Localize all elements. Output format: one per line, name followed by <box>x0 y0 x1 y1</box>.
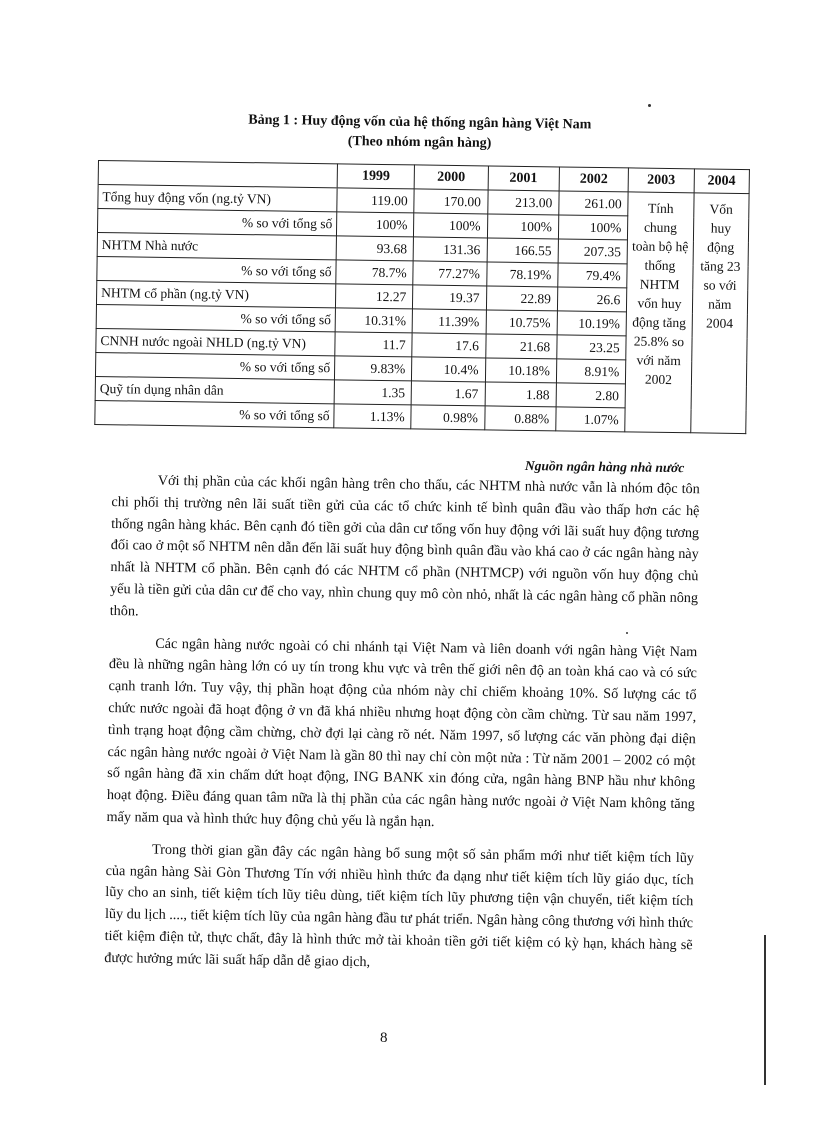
table-cell: 131.36 <box>413 237 487 262</box>
table-cell: 1.35 <box>334 380 411 405</box>
year-header-2000: 2000 <box>414 165 488 190</box>
table-cell: 166.55 <box>487 238 559 263</box>
table-cell: 213.00 <box>487 190 559 215</box>
table-source: Nguồn ngân hàng nhà nước <box>524 458 685 476</box>
table-container <box>94 160 750 434</box>
table-cell: 10.18% <box>485 358 557 383</box>
table-title-line1: Bảng 1 : Huy động vốn của hệ thống ngân hàng Việt Nam <box>248 112 592 133</box>
body-text <box>104 470 700 989</box>
table-cell: 93.68 <box>336 236 413 261</box>
table-cell: 119.00 <box>337 188 414 213</box>
table-cell: 17.6 <box>412 333 486 358</box>
table-cell: 100% <box>337 212 414 237</box>
row-label: CNNH nước ngoài NHLD (ng.tỷ VN) <box>96 328 335 355</box>
scan-speck <box>648 104 651 107</box>
table-cell: 2.80 <box>556 383 626 408</box>
row-label: % so với tổng số <box>97 209 336 236</box>
table-cell: 11.7 <box>335 332 412 357</box>
year-header-2004: 2004 <box>694 169 750 194</box>
table-cell: 10.19% <box>557 311 627 336</box>
table-cell: 0.98% <box>411 405 485 430</box>
table-cell: 10.31% <box>335 308 412 333</box>
year-header-1999: 1999 <box>337 164 414 189</box>
table-cell: 78.7% <box>336 260 413 285</box>
row-label: NHTM cổ phần (ng.tỷ VN) <box>96 280 335 307</box>
page-number: 8 <box>380 1030 388 1046</box>
funding-table <box>94 160 750 434</box>
year-header-2003: 2003 <box>628 168 694 193</box>
year-header-2002: 2002 <box>559 167 629 192</box>
table-cell: 8.91% <box>556 359 626 384</box>
table-cell: 21.68 <box>485 334 557 359</box>
table-cell: 19.37 <box>413 285 487 310</box>
year-header-2001: 2001 <box>488 166 560 191</box>
table-cell: 170.00 <box>414 189 488 214</box>
table-cell: 1.07% <box>556 407 626 432</box>
table-cell: 10.75% <box>486 310 558 335</box>
table-cell: 79.4% <box>558 263 628 288</box>
row-label: % so với tổng số <box>95 400 334 427</box>
table-title <box>199 110 640 156</box>
table-cell: 78.19% <box>486 262 558 287</box>
table-cell: 1.88 <box>485 382 557 407</box>
table-cell: 0.88% <box>484 406 556 431</box>
scan-speck <box>626 632 628 634</box>
table-cell: 100% <box>487 214 559 239</box>
table-cell: 100% <box>558 215 628 240</box>
scan-edge-line <box>764 935 766 1085</box>
row-label: Quỹ tín dụng nhân dân <box>95 376 334 403</box>
table-cell: 22.89 <box>486 286 558 311</box>
note-2003: Tính chung toàn bộ hệ thống NHTM vốn huy động tăng 25.8% so với năm 2002 <box>625 192 694 433</box>
row-label: % so với tổng số <box>97 256 336 283</box>
table-cell: 11.39% <box>412 309 486 334</box>
table-cell: 261.00 <box>559 191 629 216</box>
table-cell: 12.27 <box>336 284 413 309</box>
table-cell: 23.25 <box>557 335 627 360</box>
table-cell: 26.6 <box>557 287 627 312</box>
table-corner-cell <box>98 161 337 188</box>
table-cell: 1.13% <box>334 404 411 429</box>
table-cell: 77.27% <box>413 261 487 286</box>
table-cell: 10.4% <box>412 357 486 382</box>
paragraph: Với thị phần của các khối ngân hàng trên cho thấu, các NHTM nhà nước vẫn là nhóm độc tôn chi phối thị trường nên lãi suất tiền gửi của các tổ chức kinh tế bình quân đầu vào thấp hơn các hệ thống ngân hàng khác. Bên cạnh đó tiền gởi của dân cư tổng vốn huy động với lãi suất huy động tương đối cao ở một số NHTM nên dẫn đến lãi suất huy động bình quân đầu vào khá cao ở các ngân hàng này nhất là NHTM cổ phần. Bên cạnh đó các NHTM cổ phần (NHTMCP) với nguồn vốn huy động chủ yếu là tiền gửi của dân cư để cho vay, nhìn chung quy mô còn nhỏ, nhất là các ngân hàng cổ phần nông thôn. <box>109 472 700 620</box>
table-cell: 100% <box>414 213 488 238</box>
table-cell: 207.35 <box>558 239 628 264</box>
table-title-line2: (Theo nhóm ngân hàng) <box>347 134 492 152</box>
note-2004: Vốn huy động tăng 23 so với năm 2004 <box>690 193 749 434</box>
row-label: NHTM Nhà nước <box>97 232 336 259</box>
row-label: % so với tổng số <box>95 352 334 379</box>
table-cell: 9.83% <box>335 356 412 381</box>
paragraph: Trong thời gian gần đây các ngân hàng bổ sung một số sản phẩm mới như tiết kiệm tích lũy của ngân hàng Sài Gòn Thương Tín với nhiều hình thức đa dạng như tiết kiệm tích lũy giáo dục, tích lũy cho an sinh, tiết kiệm tích lũy tiêu dùng, tiết kiệm tích lũy phương tiện vận chuyển, tiết kiệm tích lũy du lịch ...., tiết kiệm tích lũy của ngân hàng đầu tư phát triển. Ngân hàng công thương với hình thức tiết kiệm điện tử, thực chất, đây là hình thức mở tài khoản tiền gởi tiết kiệm có kỳ hạn, khách hàng sẽ được hưởng mức lãi suất hấp dẫn dễ giao dịch, <box>104 841 695 970</box>
paragraph: Các ngân hàng nước ngoài có chi nhánh tại Việt Nam và liên doanh với ngân hàng Việt Nam đều là những ngân hàng lớn có uy tín trong khu vực và trên thế giới nên độ an toàn khá cao và có sức cạnh tranh lớn. Tuy vậy, thị phần hoạt động của nhóm này chỉ chiếm khoảng 10%. Số lượng các tổ chức nước ngoài đã hoạt động ở vn đã khá nhiều nhưng hoạt động còn cầm chừng. Từ sau năm 1997, tình trạng hoạt động cầm chừng, chờ đợi lại càng rõ nét. Năm 1997, số lượng các văn phòng đại diện các ngân hàng nước ngoài ở Việt Nam là gần 80 thì nay chỉ còn một nửa : Từ năm 2001 – 2002 có một số ngân hàng đã xin chấm dứt hoạt động, ING BANK xin đóng cửa, ngân hàng BNP hầu như không hoạt động. Điều đáng quan tâm nữa là thị phần của các ngân hàng nước ngoài ở Việt Nam không tăng mấy năm qua và hình thức huy động chủ yếu là ngắn hạn. <box>106 635 698 831</box>
row-label: % so với tổng số <box>96 304 335 331</box>
table-cell: 1.67 <box>411 381 485 406</box>
row-label: Tổng huy động vốn (ng.tỷ VN) <box>98 185 337 212</box>
